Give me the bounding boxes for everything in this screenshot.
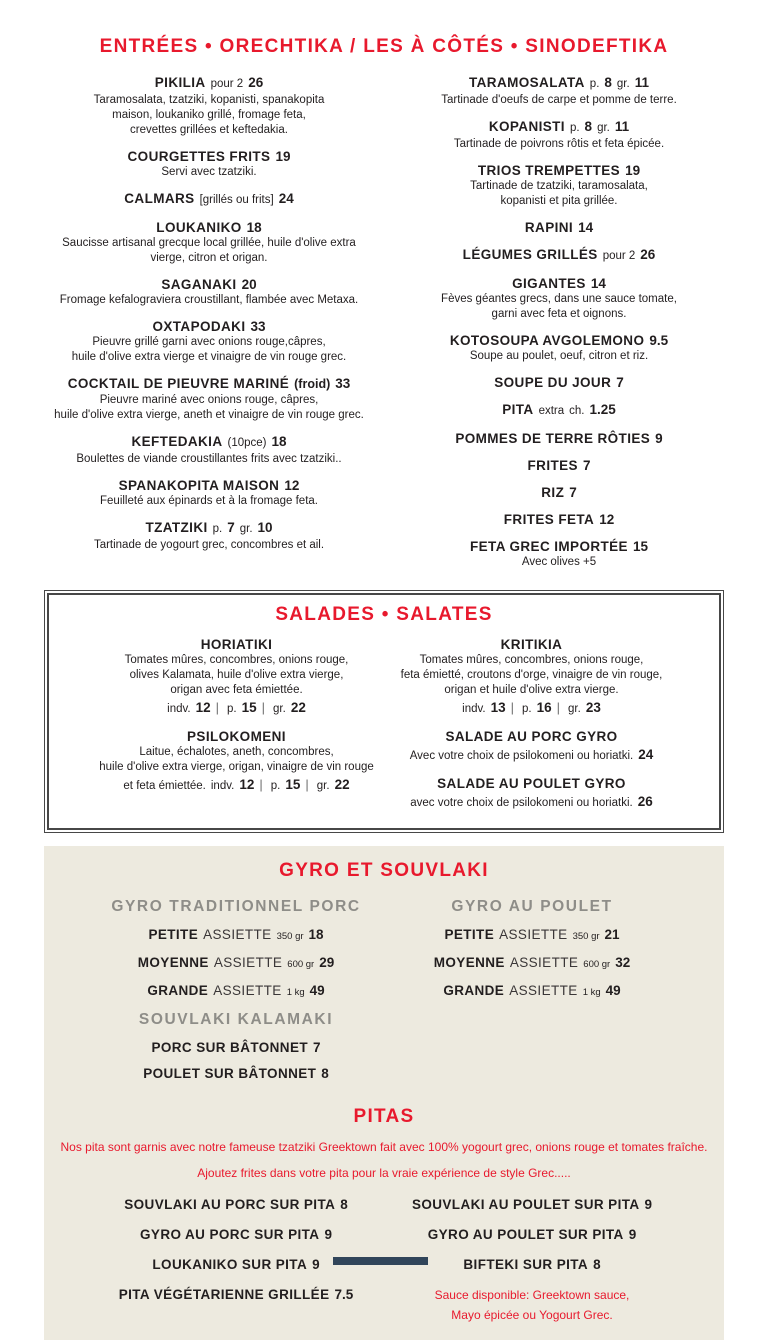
item-title [89,728,384,745]
menu-group [88,898,384,1001]
item-title [384,162,734,179]
next-section-band [333,1257,428,1265]
item-description: crevettes grillées et keftedakia. [130,124,288,136]
item-price: 7 [569,485,577,500]
item-price: 12 [239,777,255,792]
item-title [384,118,734,137]
item-price: 22 [334,777,350,792]
menu-item [384,74,734,108]
item-price: 19 [625,163,641,178]
item-text: LOUKANIKO SUR PITA [152,1257,308,1272]
item-price: 14 [578,220,594,235]
menu-item [384,275,734,322]
item-text: GYRO AU POULET SUR PITA [427,1227,624,1242]
item-price: 8 [604,75,612,90]
item-text: SALADE AU PORC GYRO [445,729,618,744]
menu-item [384,538,734,570]
item-text: p. [212,523,223,535]
item-description: Soupe au poulet, oeuf, citron et riz. [469,350,649,362]
menu-item [384,926,680,945]
item-text: 350 gr [572,931,600,942]
item-title [384,1256,680,1273]
item-text: (froid) [294,377,331,391]
item-text: GYRO AU PORC SUR PITA [140,1227,320,1242]
pitas-note-line: Sauce disponible: Greektown sauce, [434,1288,630,1302]
item-title [34,318,384,335]
item-text: PIKILIA [154,75,206,90]
item-text: HORIATIKI [200,637,273,652]
item-text: avec votre choix de psilokomeni ou horiatki. [410,797,633,809]
menu-item [384,1256,680,1273]
item-price: 8 [340,1197,348,1212]
item-price: 13 [490,700,506,715]
item-text: COCKTAIL DE PIEUVRE MARINÉ [67,376,290,391]
item-text: p. [569,122,580,134]
menu-item [88,1196,384,1213]
item-title [88,954,384,973]
item-text: TZATZIKI [145,520,208,535]
item-price: 11 [614,119,630,134]
item-title [384,636,679,653]
item-price: 7 [227,520,235,535]
item-text: et feta émiettée. [123,780,206,792]
menu-group [384,898,680,1001]
salades-left-column [89,636,384,822]
item-price: 15 [632,539,648,554]
item-price: 8 [584,119,593,134]
item-description: Servi avec tzatziki. [161,166,257,178]
item-price: 26 [640,247,656,262]
item-description: Tartinade de poivrons rôtis et feta épicée. [453,138,665,150]
item-title [88,1226,384,1243]
pitas-note-line: Mayo épicée ou Yogourt Grec. [451,1308,613,1322]
item-description: Taramosalata, tzatziki, kopanisti, spanakopita [93,94,325,106]
item-title [384,982,680,1001]
item-text: extra [538,405,565,417]
item-description: huile d'olive extra vierge et vinaigre de vin rouge grec. [71,351,347,363]
item-text: gr. [597,122,610,134]
item-description: origan et huile d'olive extra vierge. [444,684,619,696]
item-price: 33 [250,319,266,334]
item-price: 1.25 [589,402,616,417]
item-title [34,433,384,452]
item-text: PORC SUR BÂTONNET [151,1040,309,1055]
item-price: 15 [241,700,257,715]
item-title [384,246,734,265]
item-price: 49 [605,983,621,998]
item-title [384,401,734,420]
item-title [88,926,384,945]
item-price: 9 [628,1227,637,1242]
item-price: 18 [271,434,287,449]
menu-item [88,982,384,1001]
item-text: GRANDE [147,983,209,998]
menu-item [34,190,384,209]
menu-item [384,430,734,447]
item-text: GIGANTES [512,276,586,291]
entrees-right-column [384,74,734,580]
item-text: SAGANAKI [161,277,237,292]
item-text: ASSIETTE [509,955,579,970]
item-prices [384,793,679,812]
pitas-right-column [384,1196,680,1324]
salades-border-box [47,593,721,830]
item-text: LÉGUMES GRILLÉS [462,247,598,262]
item-price: 7.5 [334,1287,354,1302]
item-price: 20 [241,277,257,292]
item-text: TRIOS TREMPETTES [477,163,621,178]
section-gyro-souvlaki [44,846,724,1340]
item-description: Feuilleté aux épinards et à la fromage feta. [100,495,318,507]
item-title [34,219,384,236]
item-text: p. [270,780,281,792]
item-price: 29 [319,955,335,970]
item-title [34,190,384,209]
item-text: CALMARS [124,191,195,206]
item-text: GRANDE [443,983,505,998]
item-price: 12 [284,478,300,493]
item-title [384,1196,680,1213]
item-price: 24 [638,747,654,762]
item-price: 12 [599,512,615,527]
item-title [384,1226,680,1243]
item-text: LOUKANIKO [156,220,242,235]
salades-right-column [384,636,679,822]
menu-item [384,457,734,474]
item-description: Tartinade de tzatziki, taramosalata, [470,180,648,192]
item-description: Fèves géantes grecs, dans une sauce tomate, [441,293,677,305]
menu-item [384,728,679,765]
item-text: | [215,700,220,715]
item-title [34,74,384,93]
item-description: Tomates mûres, concombres, onions rouge, [419,654,644,666]
item-price: 18 [246,220,262,235]
item-description: feta émietté, croutons d'orge, vinaigre de vin rouge, [400,669,663,681]
menu-item [34,519,384,553]
item-text: KEFTEDAKIA [131,434,223,449]
item-description: huile d'olive extra vierge, origan, vinaigre de vin rouge [99,761,374,773]
item-price: 9 [324,1227,332,1242]
item-text: SALADE AU POULET GYRO [437,776,626,791]
salades-title: SALADES • SALATES [275,604,493,625]
item-text: PETITE [148,927,199,942]
item-title [34,477,384,494]
item-price: 16 [536,700,552,715]
item-text: 600 gr [287,959,315,970]
item-text: 350 gr [276,931,304,942]
item-prices [384,699,679,718]
item-title [384,954,680,973]
item-text: RIZ [541,485,565,500]
item-title [384,926,680,945]
pitas-intro-line: Nos pita sont garnis avec notre fameuse tzatziki Greektown fait avec 100% yogourt grec, onions rouge et tomates fraîche. [60,1140,708,1154]
item-title [34,519,384,538]
item-title [384,430,734,447]
item-title [384,484,734,501]
item-text: indv. [210,780,235,792]
item-text: PITA VÉGÉTARIENNE GRILLÉE [118,1287,330,1302]
item-text: ch. [569,405,585,417]
menu-item [88,1286,384,1303]
item-text: 600 gr [583,959,611,970]
item-title [89,636,384,653]
menu-item [384,484,734,501]
item-text: gr. [273,703,286,715]
item-title [34,276,384,293]
menu-item [384,982,680,1001]
item-price: 8 [593,1257,601,1272]
menu-group [88,1011,384,1082]
gyro-columns [54,892,714,1092]
item-text: 1 kg [582,987,601,998]
item-price: 11 [634,75,649,90]
pitas-intro-line: Ajoutez frites dans votre pita pour la vraie expérience de style Grec..... [197,1166,571,1180]
item-text: MOYENNE [137,955,209,970]
item-text: FRITES FETA [503,512,595,527]
menu-item [384,401,734,420]
item-price: 18 [308,927,324,942]
item-text: | [261,700,266,715]
item-description: Pieuvre grillé garni avec onions rouge,câpres, [92,336,326,348]
item-title [88,982,384,1001]
menu-item [88,1065,384,1082]
item-prices [89,776,384,795]
item-text: BIFTEKI SUR PITA [463,1257,589,1272]
item-description: Tartinade de yogourt grec, concombres et ail. [93,539,325,551]
item-description: Tartinade d'oeufs de carpe et pomme de terre. [441,94,677,106]
item-price: 33 [335,376,351,391]
menu-item [88,954,384,973]
item-description: Boulettes de viande croustillantes frits avec tzatziki.. [76,453,342,465]
item-prices [384,746,679,765]
item-text: p. [522,703,532,715]
item-title [384,74,734,93]
item-text: 1 kg [286,987,305,998]
item-title [384,775,679,792]
menu-item [34,276,384,308]
menu-item [89,728,384,795]
menu-item [384,775,679,812]
menu-item [384,246,734,265]
menu-item [34,219,384,266]
item-text: TARAMOSALATA [469,75,585,90]
item-text: Avec votre choix de psilokomeni ou horiatki. [409,750,634,762]
group-header: SOUVLAKI KALAMAKI [138,1011,334,1028]
section-salades [44,590,724,833]
item-title [34,375,384,393]
item-price: 9.5 [649,333,669,348]
menu-item [384,162,734,209]
menu-item [384,118,734,152]
item-title [384,728,679,745]
item-description: vierge, citron et origan. [150,252,268,264]
item-description: Pieuvre mariné avec onions rouge, câpres, [99,394,319,406]
item-title [384,457,734,474]
item-text: (10pce) [227,437,267,449]
entrees-columns [0,74,768,580]
item-price: 9 [312,1257,320,1272]
menu-item [384,1196,680,1213]
item-text: SOUVLAKI AU POULET SUR PITA [411,1197,640,1212]
item-text: KOTOSOUPA AVGOLEMONO [449,333,645,348]
menu-item [384,332,734,364]
item-price: 49 [309,983,325,998]
item-title [34,148,384,165]
item-text: ASSIETTE [213,983,282,998]
item-text: PITA [502,402,534,417]
item-text: gr. [316,780,330,792]
item-title [384,538,734,555]
item-title [384,275,734,292]
item-price: 32 [615,955,631,970]
entrees-title: ENTRÉES • ORECHTIKA / LES À CÔTÉS • SINODEFTIKA [99,36,669,57]
pitas-title: PITAS [353,1106,415,1127]
section-entrees [0,0,768,580]
item-text: | [556,700,561,715]
item-text: pour 2 [210,78,244,90]
menu-item [34,477,384,509]
item-text: gr. [616,78,630,90]
item-text: FRITES [527,458,578,473]
item-price: 21 [604,927,620,942]
item-text: COURGETTES FRITS [127,149,271,164]
item-price: 9 [644,1197,653,1212]
item-text: ASSIETTE [203,927,272,942]
item-text: [grillés ou frits] [199,194,274,206]
item-title [384,219,734,236]
item-title [88,1286,384,1303]
item-text: MOYENNE [433,955,505,970]
item-text: OXTAPODAKI [152,319,246,334]
item-price: 22 [290,700,306,715]
item-text: SOUVLAKI AU PORC SUR PITA [124,1197,336,1212]
menu-item [384,219,734,236]
gyro-title: GYRO ET SOUVLAKI [279,860,489,881]
item-price: 10 [257,520,273,535]
item-price: 26 [637,794,653,809]
item-price: 8 [321,1066,329,1081]
item-price: 7 [313,1040,321,1055]
pitas-sauce-note [384,1286,680,1324]
item-price: 15 [285,777,301,792]
item-text: indv. [462,703,486,715]
item-text: PETITE [444,927,495,942]
menu-item [384,511,734,528]
gyro-left-column [88,892,384,1092]
item-description: Tomates mûres, concombres, onions rouge, [124,654,349,666]
menu-item [88,926,384,945]
item-text: | [305,777,309,792]
group-header: GYRO AU POULET [451,898,613,915]
item-text: KRITIKIA [500,637,563,652]
menu-item [384,636,679,718]
group-header: GYRO TRADITIONNEL PORC [111,898,361,915]
item-title [384,374,734,391]
salades-columns [55,636,713,822]
item-text: POULET SUR BÂTONNET [143,1066,317,1081]
entrees-left-column [34,74,384,580]
item-description: origan avec feta émiettée. [170,684,303,696]
item-title [384,511,734,528]
item-text: | [259,777,263,792]
item-text: gr. [239,523,253,535]
item-price: 7 [616,375,624,390]
menu-item [384,1226,680,1243]
item-title [88,1039,384,1056]
pitas-intro [54,1138,714,1183]
menu-item [384,954,680,973]
item-text: pour 2 [602,250,636,262]
item-price: 9 [655,431,663,446]
item-text: POMMES DE TERRE RÔTIES [455,431,651,446]
menu-item [88,1226,384,1243]
item-text: | [510,700,515,715]
item-price: 19 [275,149,291,164]
menu-item [34,375,384,423]
item-title [384,332,734,349]
menu-item [384,374,734,391]
menu-item [34,318,384,365]
item-price: 14 [590,276,606,291]
item-price: 23 [585,700,601,715]
item-title [88,1065,384,1082]
item-description: maison, loukaniko grillé, fromage feta, [112,109,306,121]
menu-item [34,148,384,180]
item-text: SPANAKOPITA MAISON [118,478,280,493]
item-description: garni avec feta et oignons. [491,308,627,320]
item-description: kopanisti et pita grillée. [500,195,618,207]
menu-item [34,74,384,138]
menu-item [34,433,384,467]
item-description: olives Kalamata, huile d'olive extra vierge, [129,669,344,681]
item-prices [89,699,384,718]
item-title [88,1196,384,1213]
item-text: p. [589,78,600,90]
item-text: FETA GREC IMPORTÉE [470,539,628,554]
item-price: 24 [278,191,294,206]
item-text: PSILOKOMENI [187,729,286,744]
item-text: gr. [568,703,581,715]
item-text: SOUPE DU JOUR [494,375,612,390]
item-price: 12 [195,700,211,715]
item-price: 26 [248,75,264,90]
item-text: indv. [167,703,191,715]
item-description: Fromage kefalograviera croustillant, flambée avec Metaxa. [59,294,359,306]
item-text: RAPINI [524,220,574,235]
item-text: ASSIETTE [509,983,578,998]
item-description: huile d'olive extra vierge, aneth et vinaigre de vin rouge grec. [54,409,364,421]
item-description: Avec olives +5 [521,556,597,568]
gyro-right-column [384,892,680,1092]
item-description: Laitue, échalotes, aneth, concombres, [139,746,334,758]
menu-item [89,636,384,718]
item-text: p. [227,703,237,715]
item-text: ASSIETTE [213,955,283,970]
item-description: Saucisse artisanal grecque local grillée, huile d'olive extra [62,237,356,249]
menu-item [88,1039,384,1056]
item-text: KOPANISTI [488,119,565,134]
item-text: ASSIETTE [499,927,568,942]
item-price: 7 [582,458,591,473]
